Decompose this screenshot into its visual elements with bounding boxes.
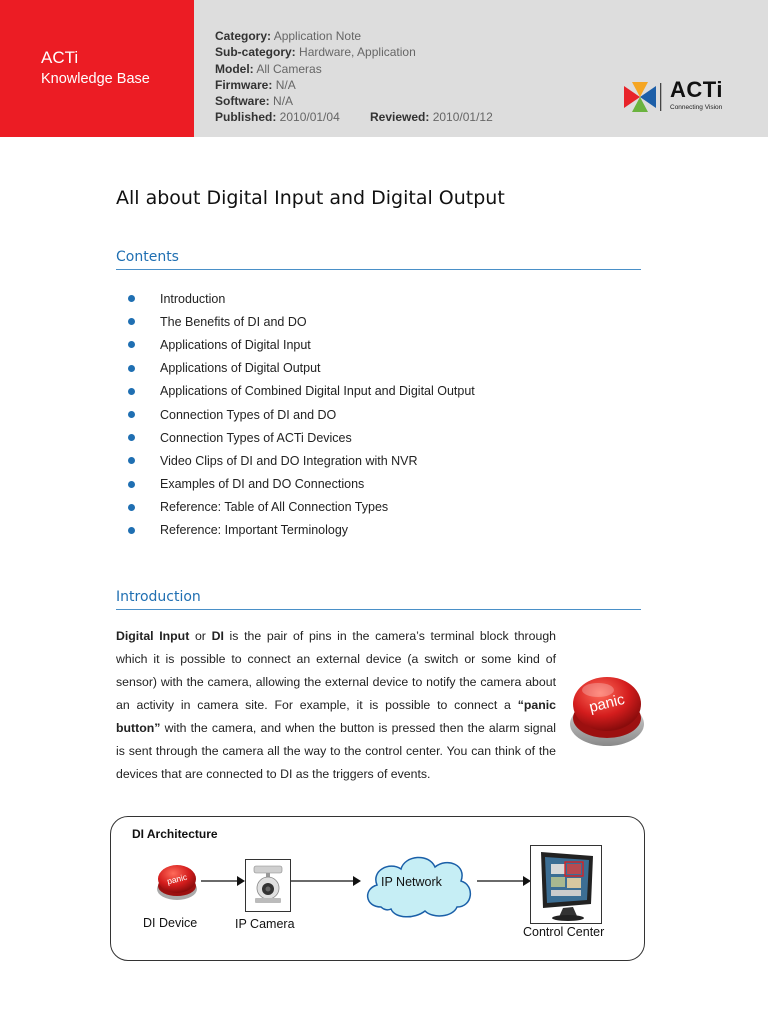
- ip-camera-label: IP Camera: [235, 917, 295, 931]
- knowledge-base-banner: [0, 0, 194, 137]
- introduction-heading: Introduction: [116, 589, 641, 610]
- contents-item[interactable]: [128, 426, 475, 449]
- bullet-icon: [128, 411, 135, 418]
- page-title: All about Digital Input and Digital Output: [116, 187, 505, 209]
- acti-logo: [622, 77, 732, 116]
- arrow-icon: [291, 875, 361, 887]
- contents-list: [128, 287, 475, 542]
- term-digital-input: Digital Input: [116, 629, 190, 643]
- arrow-icon: [477, 875, 531, 887]
- acti-logo-mark-icon: [622, 80, 664, 114]
- contents-item[interactable]: [128, 403, 475, 426]
- contents-item-label: Applications of Digital Output: [160, 361, 321, 376]
- contents-item[interactable]: [128, 496, 475, 519]
- meta-model: Model: All Cameras: [215, 61, 322, 76]
- contents-item[interactable]: [128, 357, 475, 380]
- contents-item-label: Applications of Digital Input: [160, 337, 311, 352]
- logo-tagline: Connecting Vision: [670, 104, 723, 111]
- contents-item-label: Introduction: [160, 291, 226, 306]
- meta-software: Software: N/A: [215, 94, 294, 109]
- contents-item[interactable]: [128, 380, 475, 403]
- ip-network-label: IP Network: [381, 875, 442, 889]
- contents-item-label: Reference: Important Terminology: [160, 523, 349, 538]
- bullet-icon: [128, 504, 135, 511]
- contents-heading: Contents: [116, 249, 641, 270]
- contents-item-label: Connection Types of DI and DO: [160, 407, 337, 422]
- meta-subcategory: Sub-category: Hardware, Application: [215, 45, 416, 60]
- panic-button-image: [568, 668, 646, 752]
- contents-item-label: Connection Types of ACTi Devices: [160, 430, 352, 445]
- control-center-label: Control Center: [523, 925, 605, 939]
- panic-label: panic: [587, 690, 627, 717]
- bullet-icon: [128, 457, 135, 464]
- bullet-icon: [128, 318, 135, 325]
- bullet-icon: [128, 295, 135, 302]
- monitor-icon: [531, 846, 601, 923]
- contents-item-label: Examples of DI and DO Connections: [160, 477, 365, 492]
- meta-firmware: Firmware: N/A: [215, 77, 296, 92]
- term-panic-button: “panic button”: [116, 698, 556, 735]
- bullet-icon: [128, 341, 135, 348]
- svg-text:panic: panic: [165, 871, 189, 887]
- document-metadata: [215, 28, 493, 126]
- bullet-icon: [128, 481, 135, 488]
- contents-item-label: Video Clips of DI and DO Integration with NVR: [160, 453, 418, 468]
- ip-camera-frame: [245, 859, 291, 912]
- di-device-panic-button-icon: [155, 863, 199, 901]
- bullet-icon: [128, 365, 135, 372]
- brand-title: ACTi: [41, 48, 79, 67]
- control-center-frame: [530, 845, 602, 924]
- introduction-paragraph: Digital Input or DI is the pair of pins in the camera’s terminal block through which it is possible to connect an external device (a switch or some kind of sensor) with the camera, allowing the external device to notify the camera about an activity in camera site. For example, it is possible to connect a “panic button” with the camera, and when the button is pressed then the alarm signal is sent through the camera all the way to the control center. You can think of the devices that are connected to DI as the triggers of events.: [116, 629, 556, 781]
- contents-item[interactable]: [128, 473, 475, 496]
- logo-wordmark: ACTi: [670, 77, 723, 102]
- bullet-icon: [128, 434, 135, 441]
- diagram-title: DI Architecture: [132, 827, 218, 841]
- contents-item-label: Applications of Combined Digital Input and Digital Output: [160, 384, 475, 399]
- contents-item[interactable]: [128, 333, 475, 356]
- di-device-label: DI Device: [143, 916, 198, 930]
- document-header: [0, 0, 768, 137]
- bullet-icon: [128, 527, 135, 534]
- meta-published: Published: 2010/01/04 Reviewed: 2010/01/12: [215, 110, 493, 125]
- brand-subtitle: Knowledge Base: [41, 71, 150, 87]
- term-di: DI: [211, 629, 224, 643]
- meta-category: Category: Application Note: [215, 29, 362, 43]
- contents-item[interactable]: [128, 519, 475, 542]
- di-architecture-diagram: [110, 816, 645, 961]
- contents-item-label: The Benefits of DI and DO: [160, 314, 307, 329]
- ip-camera-icon: [246, 860, 290, 911]
- contents-item-label: Reference: Table of All Connection Types: [160, 500, 389, 515]
- contents-item[interactable]: [128, 310, 475, 333]
- contents-item[interactable]: [128, 287, 475, 310]
- arrow-icon: [201, 875, 245, 887]
- contents-item[interactable]: [128, 449, 475, 472]
- bullet-icon: [128, 388, 135, 395]
- meta-reviewed: Reviewed: 2010/01/12: [370, 110, 493, 125]
